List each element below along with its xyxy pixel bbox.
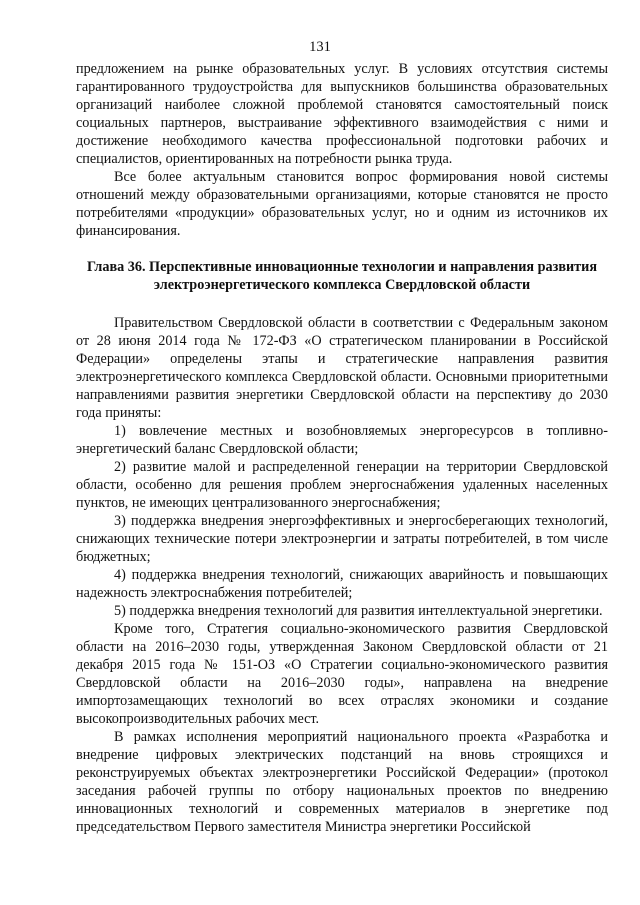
paragraph: В рамках исполнения мероприятий национального проекта «Разработка и внедрение цифровых электрических подстанций на вновь строящихся и реконструируемых объектах электроэнергетики Российской Федерации» (протокол заседания рабочей группы по отбору национальных проектов по внедрению инновационных технологий и современных материалов в энергетике под председательством Первого заместителя Министра энергетики Российской: [76, 729, 608, 835]
paragraph: предложением на рынке образовательных услуг. В условиях отсутствия системы гарантированного трудоустройства для выпускников большинства образовательных организаций наиболее сложной проблемой становятся самостоятельный поиск социальных партнеров, выстраивание эффективного взаимодействия с ними и достижение необходимого качества профессиональной подготовки рабочих и специалистов, ориентированных на потребности рынка труда.: [76, 61, 608, 167]
chapter-title: Глава 36. Перспективные инновационные технологии и направления развития электроэнергетического комплекса Свердловской области: [86, 259, 597, 293]
list-item: 5) поддержка внедрения технологий для развития интеллектуальной энергетики.: [114, 603, 603, 619]
paragraph: Правительством Свердловской области в соответствии с Федеральным законом от 28 июня 2014 года № 172-ФЗ «О стратегическом планировании в Российской Федерации» определены этапы и стратегические направления развития электроэнергетического комплекса Свердловской области. Основными приоритетными направлениями развития энергетики Свердловской области на перспективу до 2030 года приняты:: [76, 315, 608, 421]
list-item: 3) поддержка внедрения энергоэффективных и энергосберегающих технологий, снижающих технические потери электроэнергии и затраты потребителей, в том числе бюджетных;: [76, 513, 608, 565]
document-body: [76, 60, 608, 836]
paragraph: Все более актуальным становится вопрос формирования новой системы отношений между образовательными организациями, которые становятся не просто потребителями «продукции» образовательных услуг, но и одним из источников их финансирования.: [76, 169, 608, 239]
page-number: 131: [309, 39, 331, 55]
paragraph: Кроме того, Стратегия социально-экономического развития Свердловской области на 2016–2030 годы, утвержденная Законом Свердловской области от 21 декабря 2015 года № 151-ОЗ «О Стратегии социально-экономического развития Свердловской области на 2016–2030 годы», направлена на внедрение импортозамещающих технологий во всех отраслях экономики и создание высокопроизводительных рабочих мест.: [76, 621, 608, 727]
list-item: 1) вовлечение местных и возобновляемых энергоресурсов в топливно-энергетический баланс Свердловской области;: [76, 423, 608, 457]
list-item: 2) развитие малой и распределенной генерации на территории Свердловской области, особенно для решения проблем энергоснабжения удаленных населенных пунктов, не имеющих централизованного энергоснабжения;: [76, 459, 608, 511]
list-item: 4) поддержка внедрения технологий, снижающих аварийность и повышающих надежность электроснабжения потребителей;: [76, 567, 608, 601]
